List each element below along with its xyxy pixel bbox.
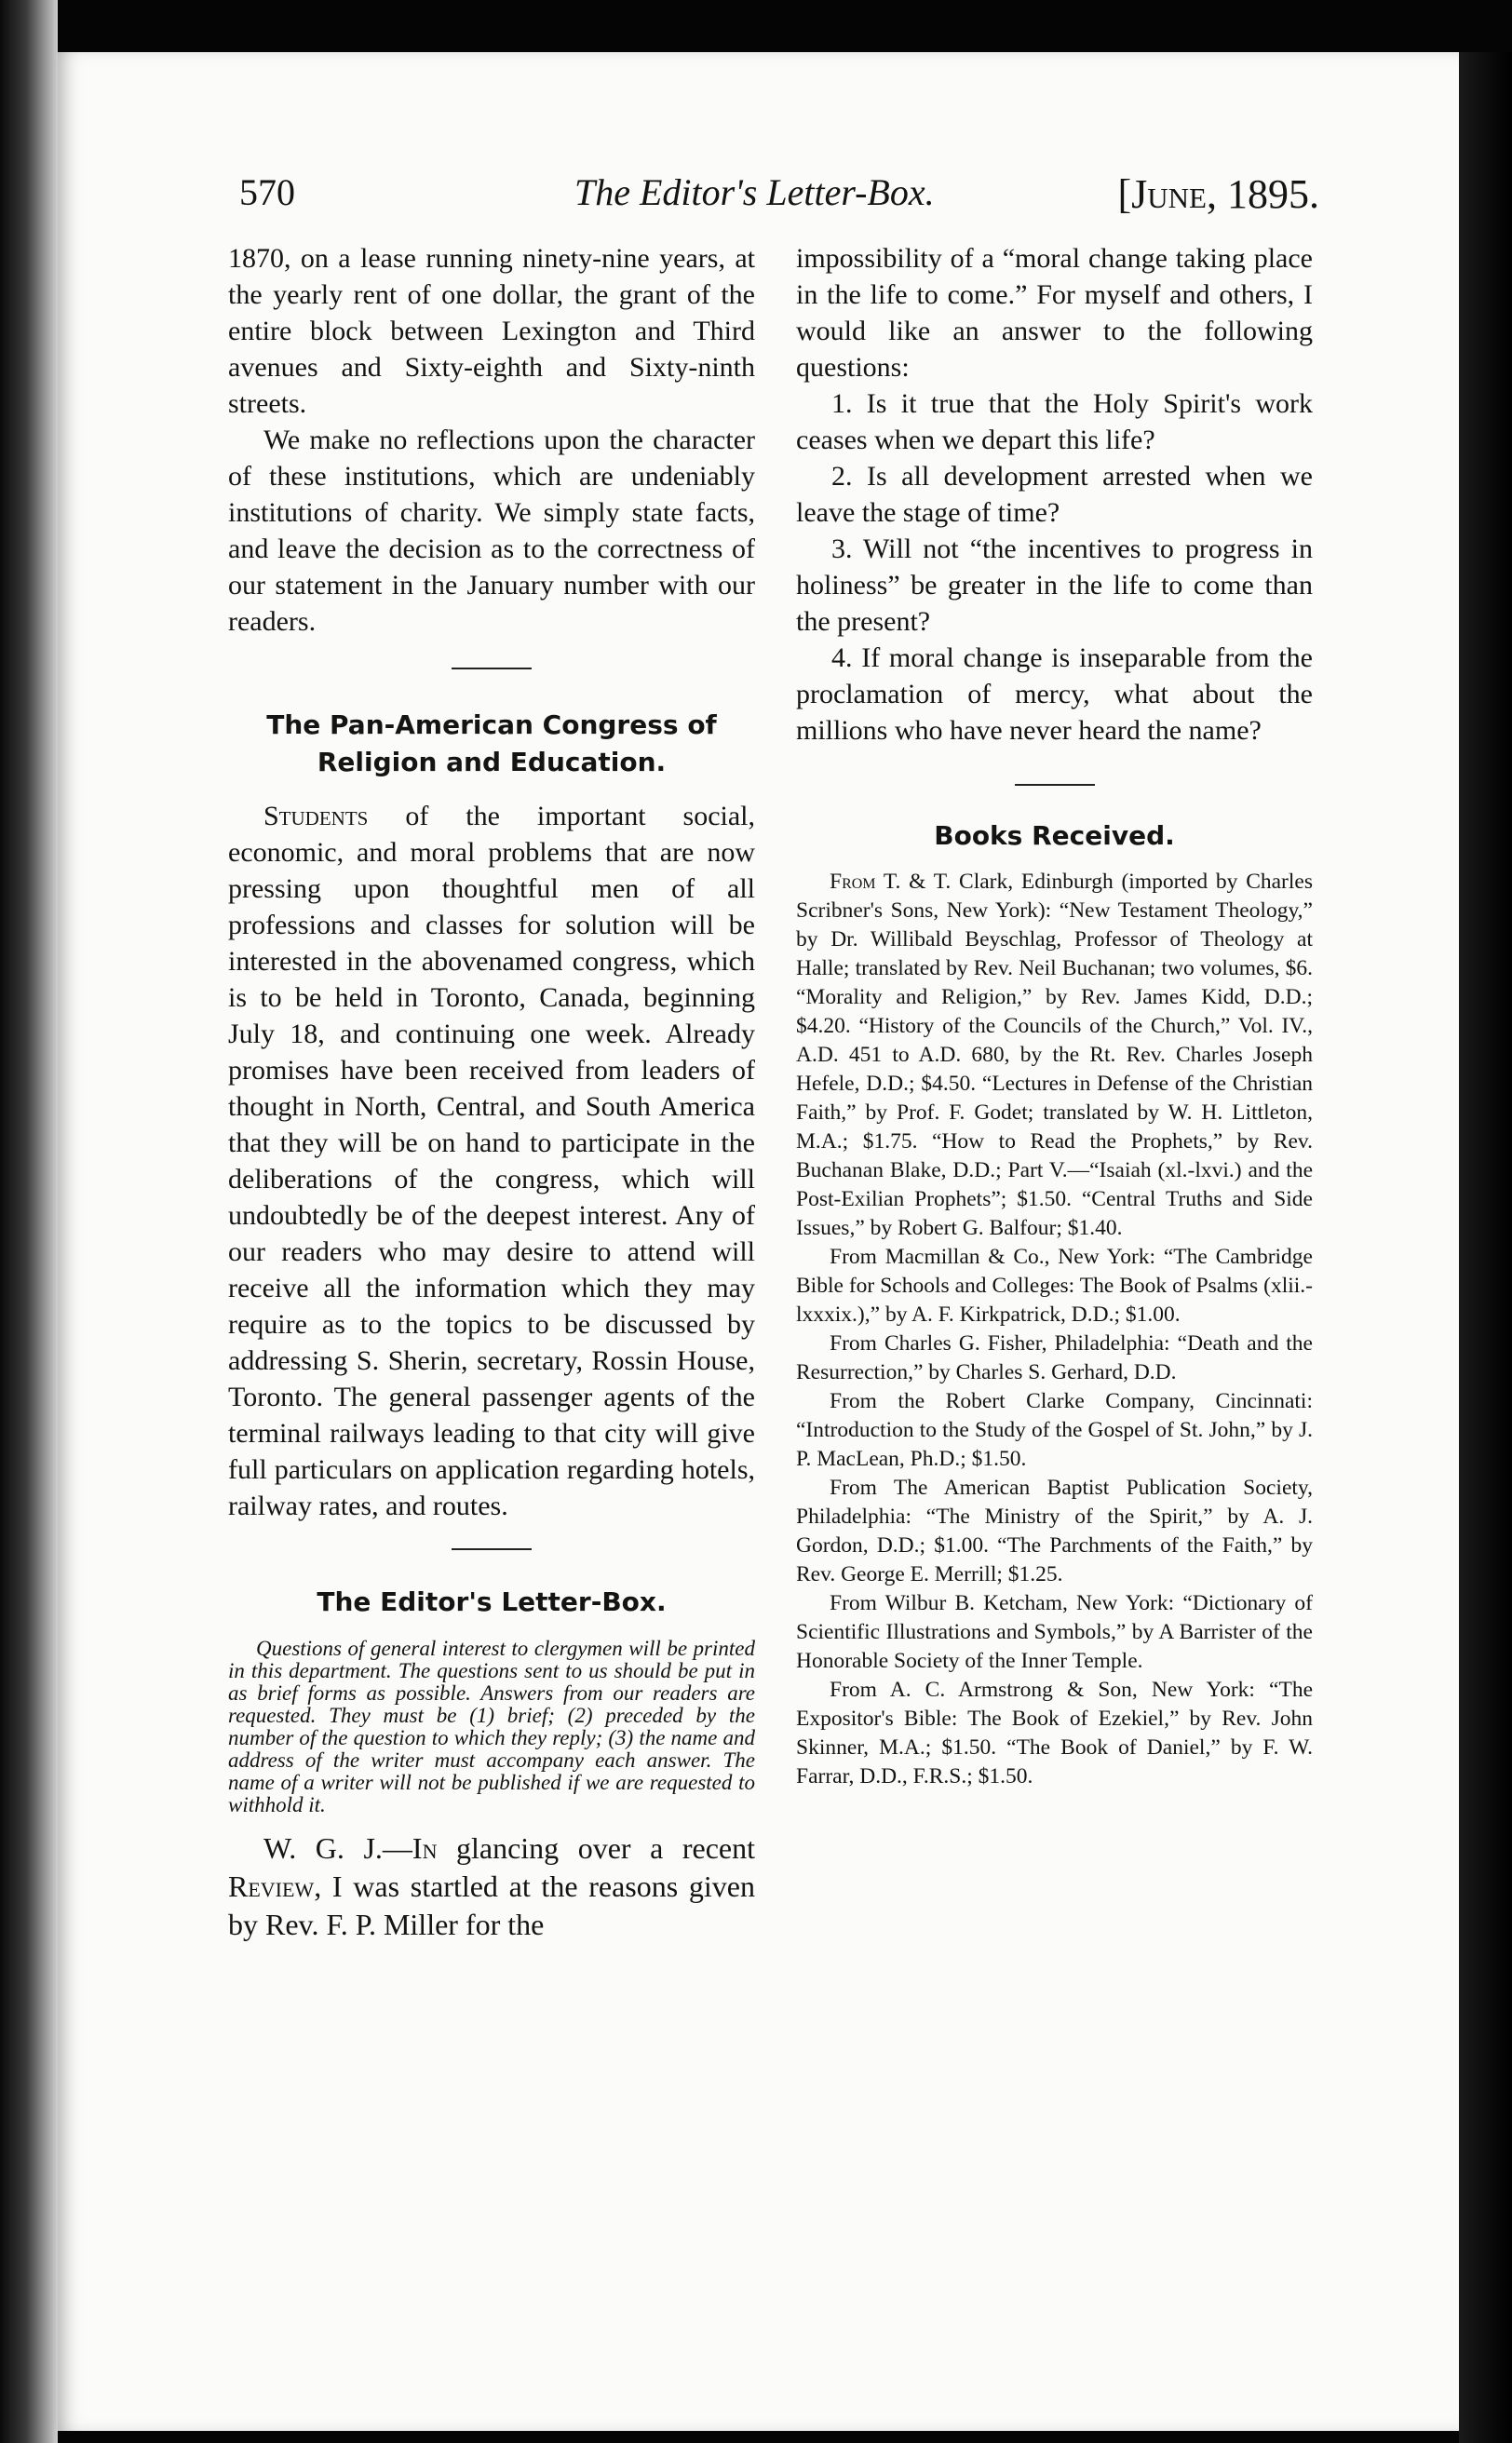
paragraph (228, 798, 755, 1524)
book-entry: From The American Baptist Publication Society, Philadelphia: “The Ministry of the Spirit,” by A. J. Gordon, D.D.; $1.00. “The Parchments of the Faith,” by Rev. George E. Merrill; $1.25. (796, 1476, 1313, 1586)
running-title: The Editor's Letter-Box. (574, 171, 935, 213)
paragraph-text: , I was startled at the reasons given by Rev. F. P. Miller for the (228, 1869, 755, 1941)
book-entry: From Wilbur B. Ketcham, New York: “Dictionary of Scientific Illustrations and Symbols,” by A Barrister of the Honorable Society of the Inner Temple. (796, 1591, 1313, 1673)
question: 3. Will not “the incentives to progress in holiness” be greater in the life to come than the present? (796, 533, 1313, 637)
book-entry: From A. C. Armstrong & Son, New York: “The Expositor's Bible: The Book of Ezekiel,” by Rev. John Skinner, M.A.; $1.50. “The Book of Daniel,” by F. W. Farrar, D.D., F.R.S.; $1.50. (796, 1678, 1313, 1788)
book-spine-shadow (0, 0, 58, 2443)
letter (228, 1829, 755, 1944)
department-note: Questions of general interest to clergymen will be printed in this department. The questions sent to us should be put in as brief forms as possible. Answers from our readers are requested. They must be (1) brief; (2) preceded by the number of the question to which they reply; (3) the name and address of the writer must accompany each answer. The name of a writer will not be published if we are requested to withhold it. (228, 1637, 755, 1816)
paragraph: 1870, on a lease running ninety-nine years, at the yearly rent of one dollar, the grant of the entire block between Lexington and Third avenues and Sixty-eighth and Sixty-ninth streets. (228, 243, 755, 419)
paragraph: impossibility of a “moral change taking place in the life to come.” For myself and others, I would like an answer to the following questions: (796, 243, 1313, 383)
issue-date: [June, 1895. (1117, 171, 1319, 217)
section-divider (452, 1548, 532, 1550)
section-divider (452, 668, 532, 669)
paragraph-text: glancing over a recent (437, 1831, 756, 1865)
section-divider (1015, 784, 1095, 786)
page-edge-shadow (1459, 52, 1512, 2443)
paragraph: We make no reflections upon the character of these institutions, which are undeniably institutions of charity. We simply state facts, and leave the decision as to the correctness of our statement in the January number with our readers. (228, 425, 755, 637)
section-title: Books Received. (934, 820, 1175, 851)
lead-word: In (412, 1831, 438, 1865)
question: 2. Is all development arrested when we leave the stage of time? (796, 461, 1313, 528)
section-title: The Pan-American Congress of Religion and Education. (266, 709, 717, 777)
left-column (228, 240, 755, 1944)
page-number: 570 (239, 171, 295, 213)
letter-initials: W. G. J.— (263, 1831, 412, 1865)
book-entry: From the Robert Clarke Company, Cincinnati: “Introduction to the Study of the Gospel of St. John,” by J. P. MacLean, Ph.D.; $1.50. (796, 1389, 1313, 1471)
paragraph-text: of the important social, economic, and moral problems that are now pressing upon thoughtful men of all professions and classes for solution will be interested in the abovenamed congress, which is to be held in Toronto, Canada, beginning July 18, and continuing one week. Already promises have been received from leaders of thought in North, Central, and South America that they will be on hand to participate in the deliberations of the congress, which will undoubtedly be of the deepest interest. Any of our readers who may desire to attend will receive all the information which they may require as to the topics to be discussed by addressing S. Sherin, secretary, Rossin House, Toronto. The general passenger agents of the terminal railways leading to that city will give full particulars on application regarding hotels, railway rates, and routes. (228, 801, 755, 1521)
right-column (796, 240, 1313, 1791)
book-entry: From Charles G. Fisher, Philadelphia: “Death and the Resurrection,” by Charles S. Gerhard, D.D. (796, 1331, 1313, 1384)
section-title: The Editor's Letter-Box. (317, 1586, 667, 1617)
book-entry-text: T. & T. Clark, Edinburgh (imported by Charles Scribner's Sons, New York): “New Testament Theology,” by Dr. Willibald Beyschlag, Professor of Theology at Halle; translated by Rev. Neil Buchanan; two volumes, $6. “Morality and Religion,” by Rev. James Kidd, D.D.; $4.20. “History of the Councils of the Church,” Vol. IV., A.D. 451 to A.D. 680, by the Rt. Rev. Charles Joseph Hefele, D.D.; $4.50. “Lectures in Defense of the Christian Faith,” by Prof. F. Godet; translated by W. H. Littleton, M.A.; $1.75. “How to Read the Prophets,” by Rev. Buchanan Blake, D.D.; Part V.—“Isaiah (xl.-lxvi.) and the Post-Exilian Prophets”; $1.50. “Central Truths and Side Issues,” by Robert G. Balfour; $1.40. (796, 870, 1313, 1240)
book-entry (796, 868, 1313, 1243)
book-entry: From Macmillan & Co., New York: “The Cambridge Bible for Schools and Colleges: The Book of Psalms (xlii.-lxxxix.),” by A. F. Kirkpatrick, D.D.; $1.00. (796, 1245, 1313, 1327)
lead-word: Students (263, 801, 369, 831)
lead-word: From (830, 870, 876, 894)
question: 4. If moral change is inseparable from the proclamation of mercy, what about the millions who have never heard the name? (796, 642, 1313, 746)
question: 1. Is it true that the Holy Spirit's work ceases when we depart this life? (796, 388, 1313, 455)
running-head (239, 170, 1319, 226)
journal-name: Review (228, 1869, 315, 1903)
